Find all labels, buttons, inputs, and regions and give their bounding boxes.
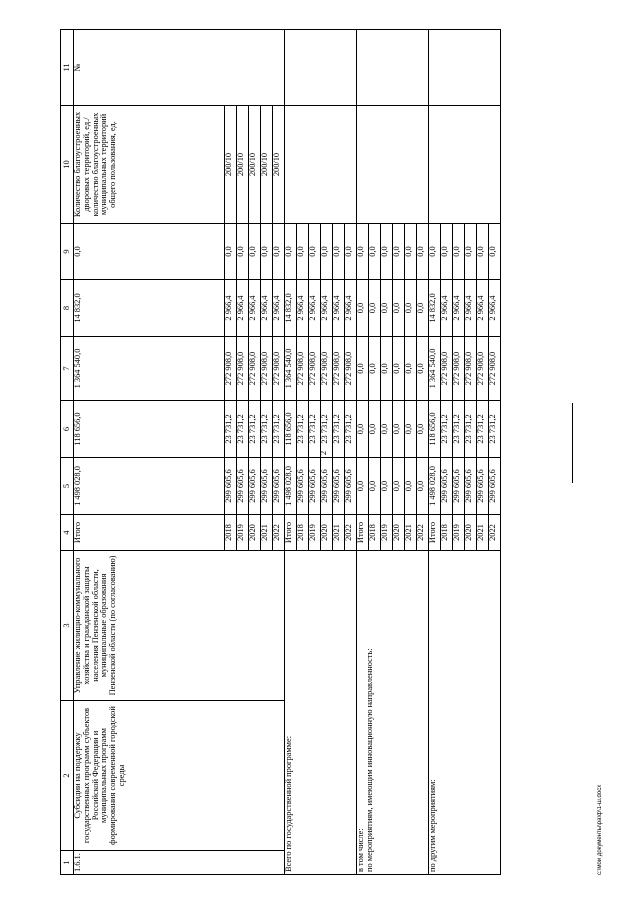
value-cell: 23 731,2 xyxy=(345,401,357,458)
value-cell: 2 966,4 xyxy=(333,280,345,337)
header-cell: 7 xyxy=(61,337,74,401)
value-cell: 0,0 xyxy=(417,458,429,515)
value-cell: 23 731,2 xyxy=(333,401,345,458)
year-cell: 2021 xyxy=(261,515,273,551)
year-cell: 2019 xyxy=(381,515,393,551)
value-cell: 1 498 028,0 xyxy=(74,458,225,515)
value-cell: 23 731,2 xyxy=(297,401,309,458)
header-cell: 5 xyxy=(61,458,74,515)
empty-cell xyxy=(357,106,429,224)
value-cell: 272 908,0 xyxy=(345,337,357,401)
table-row xyxy=(357,30,369,875)
value-cell: 23 731,2 xyxy=(441,401,453,458)
value-cell: 272 908,0 xyxy=(477,337,489,401)
value-cell: 272 908,0 xyxy=(321,337,333,401)
value-cell: 0,0 xyxy=(489,224,501,280)
year-cell: 2021 xyxy=(405,515,417,551)
value-cell: 23 731,2 xyxy=(237,401,249,458)
value-cell: 0,0 xyxy=(381,337,393,401)
value-cell: 1 498 028,0 xyxy=(429,458,441,515)
year-cell: 2020 xyxy=(393,515,405,551)
value-cell: 299 605,6 xyxy=(309,458,321,515)
value-cell: 2 966,4 xyxy=(453,280,465,337)
value-cell: 14 832,0 xyxy=(285,280,297,337)
section-label-line: Всего по государственной программе: xyxy=(284,735,293,872)
value-cell: 118 656,0 xyxy=(74,401,225,458)
empty-cell xyxy=(285,106,357,224)
year-cell: 2018 xyxy=(297,515,309,551)
value-cell: 272 908,0 xyxy=(453,337,465,401)
value-cell: 299 605,6 xyxy=(237,458,249,515)
value-cell: 0,0 xyxy=(369,224,381,280)
footer-file-path: c:\мои документы\ра\ф\1-ш.docx xyxy=(597,784,603,875)
year-cell: 2022 xyxy=(273,515,285,551)
total-label: Итого xyxy=(74,515,225,551)
value-cell: 0,0 xyxy=(381,280,393,337)
section-label xyxy=(429,551,501,875)
value-cell: 23 731,2 xyxy=(321,401,333,458)
header-cell: 3 xyxy=(61,551,74,701)
section-label-line: по другим мероприятиям: xyxy=(428,779,437,872)
value-cell: 0,0 xyxy=(405,401,417,458)
value-cell: 0,0 xyxy=(345,224,357,280)
total-label: Итого xyxy=(357,515,369,551)
value-cell: 0,0 xyxy=(381,458,393,515)
value-cell: 2 966,4 xyxy=(345,280,357,337)
value-cell: 0,0 xyxy=(417,401,429,458)
year-cell: 2022 xyxy=(417,515,429,551)
value-cell: 0,0 xyxy=(369,280,381,337)
value-cell: 2 966,4 xyxy=(477,280,489,337)
value-cell: 272 908,0 xyxy=(225,337,237,401)
value-cell: 2 966,4 xyxy=(309,280,321,337)
value-cell: 299 605,6 xyxy=(345,458,357,515)
table-row xyxy=(74,30,225,875)
value-cell: 0,0 xyxy=(249,224,261,280)
year-cell: 2021 xyxy=(333,515,345,551)
value-cell: 0,0 xyxy=(333,224,345,280)
value-cell: 23 731,2 xyxy=(489,401,501,458)
empty-cell xyxy=(357,30,429,106)
value-cell: 299 605,6 xyxy=(297,458,309,515)
value-cell: 2 966,4 xyxy=(225,280,237,337)
header-cell: 4 xyxy=(61,515,74,551)
value-cell: 0,0 xyxy=(417,280,429,337)
value-cell: 0,0 xyxy=(309,224,321,280)
program-table xyxy=(60,29,501,875)
value-cell: 118 656,0 xyxy=(429,401,441,458)
value-cell: 272 908,0 xyxy=(441,337,453,401)
year-cell: 2018 xyxy=(441,515,453,551)
table-row xyxy=(285,30,297,875)
header-cell: 11 xyxy=(61,30,74,106)
value-cell: 0,0 xyxy=(465,224,477,280)
year-cell: 2022 xyxy=(345,515,357,551)
value-cell: 2 966,4 xyxy=(297,280,309,337)
value-cell: 2 966,4 xyxy=(465,280,477,337)
value-cell: 0,0 xyxy=(369,401,381,458)
header-cell: 6 xyxy=(61,401,74,458)
empty-cell xyxy=(429,30,501,106)
header-cell: 8 xyxy=(61,280,74,337)
col11-cell: № xyxy=(74,30,285,106)
row-number: 1.6.1. xyxy=(74,851,285,875)
year-cell: 2019 xyxy=(309,515,321,551)
section-label-line: в том числе: xyxy=(356,828,365,872)
value-cell: 0,0 xyxy=(429,224,441,280)
value-cell: 23 731,2 xyxy=(453,401,465,458)
value-cell: 299 605,6 xyxy=(225,458,237,515)
value-cell: 0,0 xyxy=(417,337,429,401)
value-cell: 0,0 xyxy=(357,280,369,337)
year-cell: 2021 xyxy=(477,515,489,551)
value-cell: 272 908,0 xyxy=(237,337,249,401)
value-cell: 23 731,2 xyxy=(273,401,285,458)
page-number: 2 xyxy=(318,450,328,456)
value-cell: 299 605,6 xyxy=(453,458,465,515)
year-cell: 2018 xyxy=(369,515,381,551)
value-cell: 2 966,4 xyxy=(489,280,501,337)
value-cell: 2 966,4 xyxy=(237,280,249,337)
indicator-value: 200/10 xyxy=(225,106,237,224)
value-cell: 1 498 028,0 xyxy=(285,458,297,515)
header-cell: 10 xyxy=(61,106,74,224)
value-cell: 272 908,0 xyxy=(465,337,477,401)
value-cell: 2 966,4 xyxy=(249,280,261,337)
indicator-value: 200/10 xyxy=(273,106,285,224)
table-row xyxy=(429,30,441,875)
indicator-value: 200/10 xyxy=(249,106,261,224)
value-cell: 0,0 xyxy=(273,224,285,280)
value-cell: 0,0 xyxy=(357,224,369,280)
value-cell: 23 731,2 xyxy=(261,401,273,458)
value-cell: 272 908,0 xyxy=(333,337,345,401)
measure-name: Субсидии на поддержку государственных программ субъектов Российской Федерации и муниципальных программ формирования современной городской среды xyxy=(74,701,285,851)
value-cell: 272 908,0 xyxy=(309,337,321,401)
total-label: Итого xyxy=(429,515,441,551)
value-cell: 299 605,6 xyxy=(477,458,489,515)
total-label: Итого xyxy=(285,515,297,551)
year-cell: 2020 xyxy=(321,515,333,551)
value-cell: 0,0 xyxy=(74,224,225,280)
value-cell: 0,0 xyxy=(441,224,453,280)
value-cell: 1 364 540,0 xyxy=(285,337,297,401)
value-cell: 0,0 xyxy=(381,401,393,458)
value-cell: 23 731,2 xyxy=(249,401,261,458)
value-cell: 0,0 xyxy=(297,224,309,280)
value-cell: 0,0 xyxy=(453,224,465,280)
value-cell: 0,0 xyxy=(321,224,333,280)
value-cell: 0,0 xyxy=(237,224,249,280)
year-cell: 2022 xyxy=(489,515,501,551)
value-cell: 299 605,6 xyxy=(321,458,333,515)
section-label xyxy=(357,551,429,875)
value-cell: 0,0 xyxy=(393,458,405,515)
value-cell: 272 908,0 xyxy=(261,337,273,401)
value-cell: 272 908,0 xyxy=(273,337,285,401)
value-cell: 23 731,2 xyxy=(225,401,237,458)
value-cell: 0,0 xyxy=(225,224,237,280)
value-cell: 23 731,2 xyxy=(309,401,321,458)
value-cell: 0,0 xyxy=(405,224,417,280)
value-cell: 0,0 xyxy=(261,224,273,280)
empty-cell xyxy=(429,106,501,224)
value-cell: 0,0 xyxy=(285,224,297,280)
value-cell: 0,0 xyxy=(369,458,381,515)
value-cell: 14 832,0 xyxy=(429,280,441,337)
value-cell: 118 656,0 xyxy=(285,401,297,458)
value-cell: 299 605,6 xyxy=(273,458,285,515)
header-cell: 9 xyxy=(61,224,74,280)
value-cell: 2 966,4 xyxy=(441,280,453,337)
rotated-sheet xyxy=(60,30,580,875)
value-cell: 299 605,6 xyxy=(249,458,261,515)
executor: Управление жилищно-коммунального хозяйства и гражданской защиты населения Пензенской области, муниципальные образования Пензенской области (по согласованию) xyxy=(74,551,285,701)
value-cell: 2 966,4 xyxy=(273,280,285,337)
value-cell: 0,0 xyxy=(357,401,369,458)
value-cell: 0,0 xyxy=(477,224,489,280)
year-cell: 2019 xyxy=(453,515,465,551)
value-cell: 0,0 xyxy=(405,458,417,515)
value-cell: 299 605,6 xyxy=(489,458,501,515)
empty-cell xyxy=(285,30,357,106)
section-label xyxy=(285,551,357,875)
value-cell: 0,0 xyxy=(357,458,369,515)
value-cell: 0,0 xyxy=(369,337,381,401)
value-cell: 272 908,0 xyxy=(249,337,261,401)
value-cell: 0,0 xyxy=(405,280,417,337)
year-cell: 2020 xyxy=(249,515,261,551)
value-cell: 0,0 xyxy=(417,224,429,280)
value-cell: 23 731,2 xyxy=(477,401,489,458)
value-cell: 299 605,6 xyxy=(441,458,453,515)
year-cell: 2019 xyxy=(237,515,249,551)
value-cell: 14 832,0 xyxy=(74,280,225,337)
year-cell: 2020 xyxy=(465,515,477,551)
year-cell: 2018 xyxy=(225,515,237,551)
value-cell: 0,0 xyxy=(381,224,393,280)
value-cell: 1 364 540,0 xyxy=(74,337,225,401)
header-cell: 1 xyxy=(61,851,74,875)
value-cell: 299 605,6 xyxy=(333,458,345,515)
value-cell: 272 908,0 xyxy=(297,337,309,401)
section-label-line: по мероприятиям, имеющим инновационную направленность: xyxy=(364,648,374,872)
value-cell: 299 605,6 xyxy=(261,458,273,515)
value-cell: 0,0 xyxy=(393,280,405,337)
value-cell: 0,0 xyxy=(393,337,405,401)
header-cell: 2 xyxy=(61,701,74,851)
value-cell: 0,0 xyxy=(393,224,405,280)
value-cell: 2 966,4 xyxy=(321,280,333,337)
value-cell: 299 605,6 xyxy=(465,458,477,515)
value-cell: 0,0 xyxy=(405,337,417,401)
indicator-text: Количество благоустроенных дворовых территорий, ед./количество благоустроенных муниципальных территорий общего пользования, ед. xyxy=(74,106,225,224)
value-cell: 1 364 540,0 xyxy=(429,337,441,401)
value-cell: 272 908,0 xyxy=(489,337,501,401)
indicator-value: 200/10 xyxy=(261,106,273,224)
indicator-value: 200/10 xyxy=(237,106,249,224)
value-cell: 23 731,2 xyxy=(465,401,477,458)
header-row xyxy=(61,30,74,875)
value-cell: 0,0 xyxy=(357,337,369,401)
value-cell: 0,0 xyxy=(393,401,405,458)
value-cell: 2 966,4 xyxy=(261,280,273,337)
